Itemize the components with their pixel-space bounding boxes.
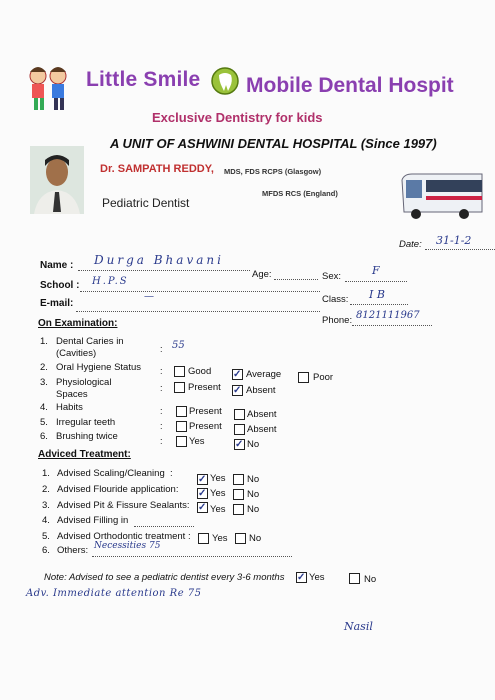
treat-label-sealants: Advised Pit & Fissure Sealants: [57, 500, 190, 511]
sealants-yes-label: Yes [210, 504, 226, 515]
colon-6: : [160, 436, 163, 446]
tooth-logo [210, 66, 240, 96]
clinic-name-left: Little Smile [86, 68, 201, 91]
ortho-no-checkbox[interactable] [235, 533, 246, 544]
sealants-no-checkbox[interactable] [233, 504, 244, 515]
exam-label-irregular: Irregular teeth [56, 417, 116, 428]
scaling-yes-checkbox[interactable] [197, 474, 208, 485]
brushing-yes-label: Yes [189, 436, 205, 447]
exam-label-caries-sub: (Cavities) [56, 348, 97, 359]
date-label: Date: [399, 239, 422, 250]
colon-1: : [160, 344, 163, 354]
brushing-no-label: No [247, 439, 260, 450]
irregular-absent-checkbox[interactable] [234, 424, 245, 435]
checkmark-icon: ✓ [235, 439, 244, 450]
sex-label: Sex: [322, 271, 342, 282]
treatment-heading: Adviced Treatment: [38, 449, 131, 460]
doctor-name: Dr. SAMPATH REDDY, [100, 163, 214, 175]
irregular-present-checkbox[interactable] [176, 421, 187, 432]
bus-icon [398, 170, 483, 222]
age-line[interactable] [274, 269, 318, 280]
irregular-present-label: Present [189, 421, 222, 432]
note-text: Note: Advised to see a pediatric dentist every 3-6 months [44, 572, 285, 583]
note-no-label: No [364, 574, 377, 585]
signature: Nasil [344, 620, 373, 633]
colon-2: : [160, 366, 163, 376]
hygiene-poor-checkbox[interactable] [298, 372, 309, 383]
checkmark-icon: ✓ [198, 474, 207, 485]
treat-num-5: 5. [42, 531, 50, 542]
scaling-no-label: No [247, 474, 260, 485]
email-label: E-mail: [40, 298, 74, 309]
kids-logo [20, 62, 82, 112]
treat-label-flouride: Advised Flouride application: [57, 484, 179, 495]
treat-label-scaling: Advised Scaling/Cleaning : [57, 468, 173, 479]
exam-label-brushing: Brushing twice [56, 431, 118, 442]
colon-4: : [160, 406, 163, 416]
doctor-credentials-2: MFDS RCS (England) [262, 189, 338, 198]
exam-label-hygiene: Oral Hygiene Status [56, 362, 142, 373]
treat-num-6: 6. [42, 545, 50, 556]
ortho-yes-label: Yes [212, 533, 228, 544]
school-label: School : [40, 280, 80, 291]
sealants-no-label: No [247, 504, 260, 515]
hygiene-poor-label: Poor [313, 372, 334, 383]
unit-line: A UNIT OF ASHWINI DENTAL HOSPITAL (Since 1997) [110, 136, 437, 151]
school-value: H.P.S [92, 276, 129, 287]
exam-num-3: 3. [40, 377, 48, 388]
caries-value: 55 [172, 340, 185, 351]
name-label: Name : [40, 260, 74, 271]
others-value: Necessities 75 [94, 541, 161, 551]
checkmark-icon: ✓ [233, 385, 242, 396]
handwritten-note: Adv. Immediate attention Re 75 [26, 588, 202, 599]
habits-present-label: Present [189, 406, 222, 417]
habits-absent-label: Absent [247, 409, 277, 420]
doctor-photo [30, 146, 84, 214]
spaces-absent-label: Absent [246, 385, 276, 396]
hygiene-average-label: Average [246, 369, 282, 380]
flouride-no-checkbox[interactable] [233, 489, 244, 500]
checkmark-icon: ✓ [198, 502, 207, 513]
exam-num-6: 6. [40, 431, 48, 442]
treat-num-3: 3. [42, 500, 50, 511]
note-yes-label: Yes [309, 572, 325, 583]
ortho-no-label: No [249, 533, 262, 544]
treat-label-others: Others: [57, 545, 89, 556]
hygiene-good-checkbox[interactable] [174, 366, 185, 377]
exam-label-spaces-sub: Spaces [56, 389, 88, 400]
flouride-no-label: No [247, 489, 260, 500]
email-line[interactable] [76, 301, 320, 312]
treat-num-4: 4. [42, 515, 50, 526]
flouride-yes-checkbox[interactable] [197, 488, 208, 499]
flouride-yes-label: Yes [210, 488, 226, 499]
filling-line[interactable] [134, 516, 194, 527]
checkmark-icon: ✓ [297, 572, 306, 583]
clinic-tagline: Exclusive Dentistry for kids [152, 110, 323, 125]
phone-label: Phone: [322, 315, 353, 326]
treat-num-2: 2. [42, 484, 50, 495]
scaling-no-checkbox[interactable] [233, 474, 244, 485]
hygiene-good-label: Good [188, 366, 212, 377]
name-value: Durga Bhavani [94, 253, 224, 267]
spaces-absent-checkbox[interactable] [232, 385, 243, 396]
note-yes-checkbox[interactable] [296, 572, 307, 583]
age-label: Age: [252, 269, 272, 280]
exam-label-habits: Habits [56, 402, 83, 413]
checkmark-icon: ✓ [233, 369, 242, 380]
exam-num-2: 2. [40, 362, 48, 373]
exam-num-4: 4. [40, 402, 48, 413]
habits-present-checkbox[interactable] [176, 406, 187, 417]
brushing-no-checkbox[interactable] [234, 439, 245, 450]
spaces-present-label: Present [188, 382, 221, 393]
treat-label-filling: Advised Filling in [57, 515, 129, 526]
sex-value: F [372, 264, 380, 277]
clinic-name-right: Mobile Dental Hospit [246, 74, 454, 97]
colon-5: : [160, 421, 163, 431]
email-value: — [144, 291, 154, 302]
ortho-yes-checkbox[interactable] [198, 533, 209, 544]
date-value: 31-1-2 [436, 234, 472, 247]
exam-label-spaces: Physiological [56, 377, 112, 388]
treat-num-1: 1. [42, 468, 50, 479]
exam-num-5: 5. [40, 417, 48, 428]
exam-num-1: 1. [40, 336, 48, 347]
note-no-checkbox[interactable] [349, 573, 360, 584]
class-value: I B [369, 288, 385, 301]
doctor-specialty: Pediatric Dentist [102, 196, 190, 210]
scaling-yes-label: Yes [210, 473, 226, 484]
phone-value: 8121111967 [356, 310, 420, 321]
treat-label-ortho: Advised Orthodontic treatment : [57, 531, 191, 542]
exam-label-caries: Dental Caries in [56, 336, 124, 347]
doctor-credentials-1: MDS, FDS RCPS (Glasgow) [224, 167, 322, 176]
habits-absent-checkbox[interactable] [234, 409, 245, 420]
class-label: Class: [322, 294, 349, 305]
hygiene-average-checkbox[interactable] [232, 369, 243, 380]
checkmark-icon: ✓ [198, 488, 207, 499]
colon-3: : [160, 383, 163, 393]
sealants-yes-checkbox[interactable] [197, 502, 208, 513]
exam-heading: On Examination: [38, 318, 118, 329]
spaces-present-checkbox[interactable] [174, 382, 185, 393]
brushing-yes-checkbox[interactable] [176, 436, 187, 447]
irregular-absent-label: Absent [247, 424, 277, 435]
